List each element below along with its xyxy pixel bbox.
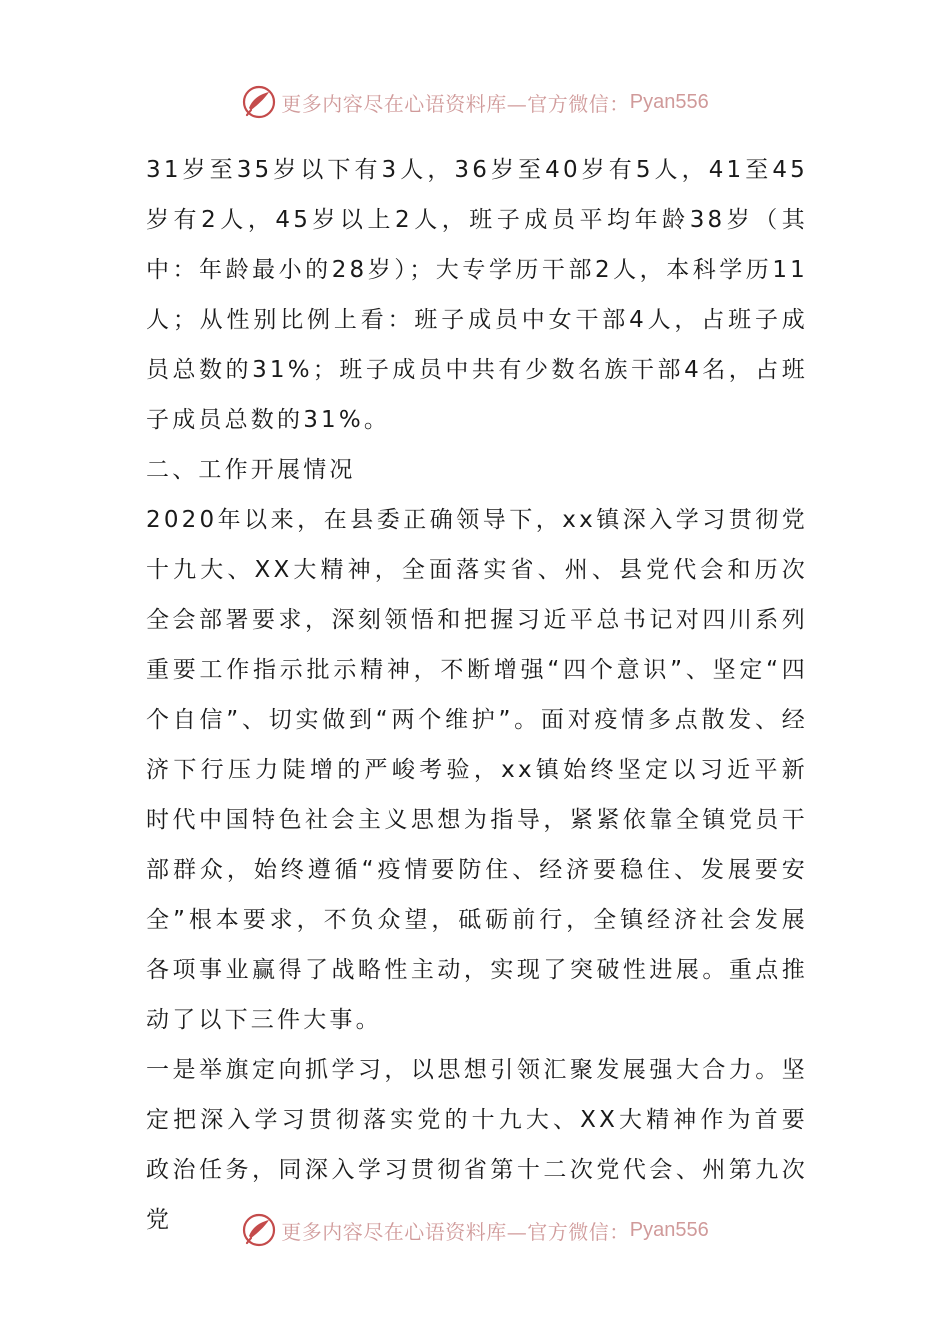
document-body [146,145,808,1245]
paragraph-study-initiative: 一是举旗定向抓学习，以思想引领汇聚发展强大合力。坚定把深入学习贯彻落实党的十九大、XX大精神作为首要政治任务，同深入学习贯彻省第十二次党代会、州第九次党 [146,1057,808,1233]
watermark-wechat-id: Pyan556 [629,90,709,113]
paragraph-team-composition: 31岁至35岁以下有3人，36岁至40岁有5人，41至45岁有2人，45岁以上2人，班子成员平均年龄38岁（其中：年龄最小的28岁）；大专学历干部2人，本科学历11人；从性别比例上看：班子成员中女干部4人，占班子成员总数的31%；班子成员中共有少数名族干部4名，占班子成员总数的31%。 [146,157,808,433]
watermark-text: 更多内容尽在心语资料库—官方微信： [281,1219,630,1244]
pen-logo-icon [241,1212,277,1248]
header-watermark [0,80,950,124]
paragraph-work-overview: 2020年以来，在县委正确领导下，xx镇深入学习贯彻党十九大、XX大精神，全面落实省、州、县党代会和历次全会部署要求，深刻领悟和把握习近平总书记对四川系列重要工作指示批示精神，不断增强“四个意识”、坚定“四个自信”、切实做到“两个维护”。面对疫情多点散发、经济下行压力陡增的严峻考验，xx镇始终坚定以习近平新时代中国特色社会主义思想为指导，紧紧依靠全镇党员干部群众，始终遵循“疫情要防住、经济要稳住、发展要安全”根本要求，不负众望，砥砺前行，全镇经济社会发展各项事业赢得了战略性主动，实现了突破性进展。重点推动了以下三件大事。 [146,507,808,1033]
watermark-wechat-id: Pyan556 [629,1218,709,1241]
footer-watermark [0,1208,950,1252]
pen-logo-icon [241,84,277,120]
section-heading: 二、工作开展情况 [146,457,356,483]
watermark-text: 更多内容尽在心语资料库—官方微信： [281,91,630,116]
